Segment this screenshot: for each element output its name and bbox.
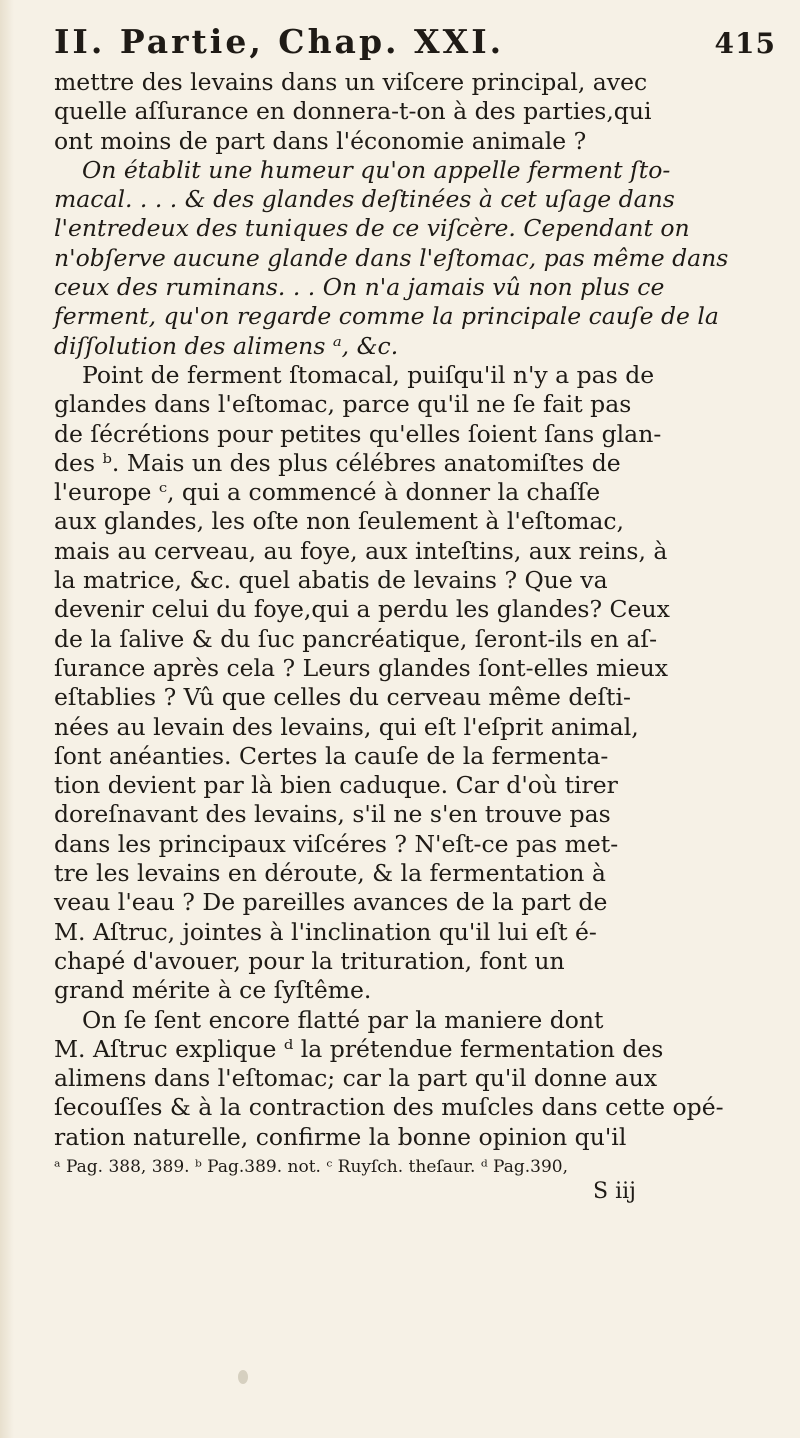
text-line: eſtablies ? Vû que celles du cerveau même deſti- [54, 683, 631, 712]
text-line: alimens dans l'eſtomac; car la part qu'il donne aux [54, 1064, 658, 1093]
text-line: tion devient par là bien caduque. Car d'où tirer [54, 771, 618, 800]
text-line: Point de ferment ſtomacal, puiſqu'il n'y a pas de [82, 360, 655, 389]
text-line: ont moins de part dans l'économie animale ? [54, 126, 587, 155]
text-line: ration naturelle, confirme la bonne opinion qu'il [54, 1122, 627, 1151]
text-line: devenir celui du foye,qui a perdu les glandes? Ceux [54, 595, 670, 624]
ink-smudge [238, 1370, 248, 1384]
text-line: macal. . . . & des glandes deſtinées à cet uſage dans [54, 185, 675, 214]
body-text [54, 68, 776, 1152]
text-line: aux glandes, les oſte non ſeulement à l'eſtomac, [54, 507, 625, 536]
text-line: ſurance après cela ? Leurs glandes ſont-elles mieux [54, 653, 669, 682]
text-line: nées au levain des levains, qui eſt l'eſprit animal, [54, 712, 639, 741]
text-line: de la ſalive & du ſuc pancréatique, ſeront-ils en aſ- [54, 624, 658, 653]
text-line: la matrice, &c. quel abatis de levains ? Que va [54, 566, 608, 595]
text-line: ſecouſſes & à la contraction des muſcles dans cette opé- [54, 1093, 724, 1122]
signature-mark: S iij [593, 1178, 636, 1204]
text-line: mais au cerveau, au foye, aux inteſtins, aux reins, à [54, 536, 668, 565]
text-line: M. Aſtruc, jointes à l'inclination qu'il lui eſt é- [54, 917, 597, 946]
text-line: chapé d'avouer, pour la trituration, font un [54, 946, 565, 975]
text-line: mettre des levains dans un viſcere principal, avec [54, 68, 648, 96]
text-line: de ſécrétions pour petites qu'elles ſoient ſans glan- [54, 419, 662, 448]
text-line: doreſnavant des levains, s'il ne s'en trouve pas [54, 800, 611, 829]
text-line: l'europe ᶜ, qui a commencé à donner la chaſſe [54, 478, 601, 507]
page-number: 415 [714, 27, 776, 60]
text-line: veau l'eau ? De pareilles avances de la part de [54, 888, 608, 917]
page-header [54, 22, 776, 64]
text-line: quelle aſſurance en donnera-t-on à des parties,qui [54, 97, 652, 126]
footnotes: ᵃ Pag. 388, 389. ᵇ Pag.389. not. ᶜ Ruyſch. theſaur. ᵈ Pag.390, [54, 1156, 568, 1177]
text-line: dans les principaux viſcéres ? N'eſt-ce pas met- [54, 829, 619, 858]
text-line: ceux des ruminans. . . On n'a jamais vû non plus ce [54, 273, 665, 302]
text-line: M. Aſtruc explique ᵈ la prétendue fermentation des [54, 1034, 664, 1063]
text-line: On ſe ſent encore flatté par la maniere dont [82, 1005, 604, 1034]
text-line: grand mérite à ce ſyſtême. [54, 976, 372, 1005]
text-line: diſſolution des alimens ᵃ, &c. [54, 331, 399, 360]
text-line: tre les levains en déroute, & la fermentation à [54, 859, 606, 888]
running-head: II. Partie, Chap. XXI. [54, 22, 505, 61]
text-line: ſont anéanties. Certes la cauſe de la fermenta- [54, 741, 609, 770]
text-line: ferment, qu'on regarde comme la principale cauſe de la [54, 302, 719, 331]
text-line: glandes dans l'eſtomac, parce qu'il ne ſe fait pas [54, 390, 632, 419]
text-line: On établit une humeur qu'on appelle ferment ſto- [82, 155, 671, 184]
text-line: n'obſerve aucune glande dans l'eſtomac, pas même dans [54, 243, 729, 272]
text-line: des ᵇ. Mais un des plus célébres anatomiſtes de [54, 448, 621, 477]
text-line: l'entredeux des tuniques de ce viſcère. Cependant on [54, 214, 690, 243]
